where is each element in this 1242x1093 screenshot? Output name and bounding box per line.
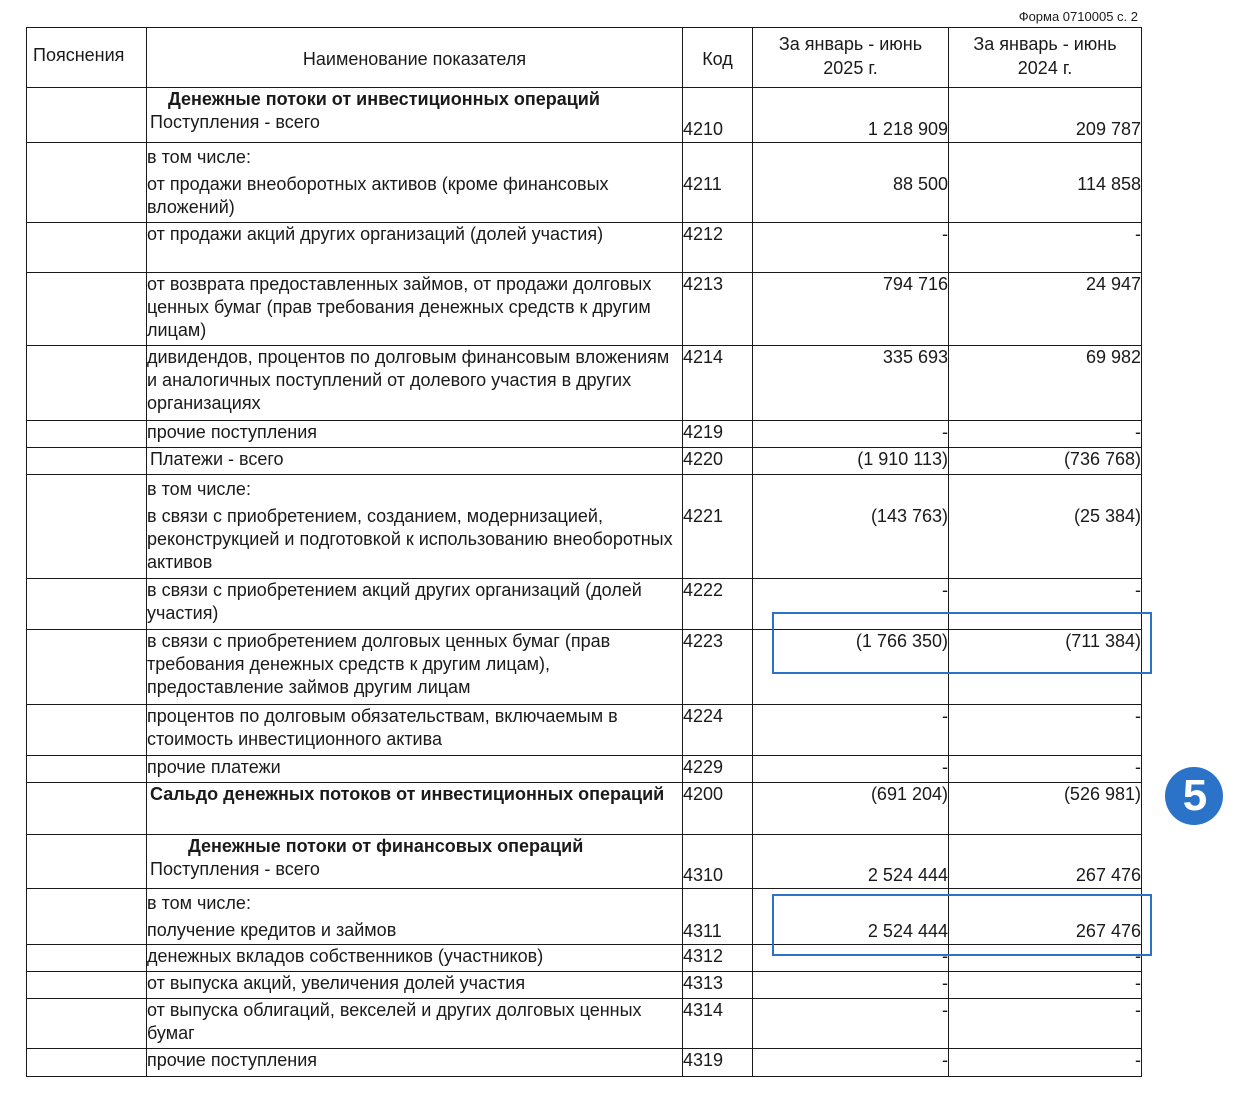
indicator-name: прочие поступления: [147, 421, 683, 448]
indicator-code: 4229: [683, 756, 753, 783]
value-2024: 69 982: [949, 346, 1142, 421]
badge-label: 5: [1182, 771, 1208, 820]
table-row: [27, 88, 1142, 143]
number-badge-icon: [1162, 764, 1226, 828]
value-2025: 335 693: [753, 346, 949, 421]
table-row: [27, 1049, 1142, 1077]
form-number-label: Форма 0710005 с. 2: [1018, 9, 1138, 24]
notes-cell: [27, 448, 147, 475]
indicator-name: Денежные потоки от инвестиционных операций Поступления - всего: [147, 88, 683, 143]
value-2024: (25 384): [949, 475, 1142, 579]
value-2025: (691 204): [753, 783, 949, 835]
indicator-code: 4211: [683, 143, 753, 223]
header-notes: Пояснения: [27, 28, 147, 88]
value-2024: -: [949, 999, 1142, 1049]
table-row: [27, 448, 1142, 475]
indicator-name: Сальдо денежных потоков от инвестиционных операций: [147, 783, 683, 835]
notes-cell: [27, 945, 147, 972]
indicator-name: в связи с приобретением долговых ценных бумаг (прав требования денежных средств к другим лицам), предоставление займов другим лицам: [147, 630, 683, 705]
value-2024: (736 768): [949, 448, 1142, 475]
value-2025: 794 716: [753, 273, 949, 346]
notes-cell: [27, 579, 147, 630]
indicator-name: от продажи акций других организаций (долей участия): [147, 223, 683, 273]
notes-cell: [27, 421, 147, 448]
indicator-name: в том числе: в связи с приобретением, созданием, модернизацией, реконструкцией и подготовкой к использованию внеоборотных активов: [147, 475, 683, 579]
notes-cell: [27, 143, 147, 223]
table-row: [27, 223, 1142, 273]
indicator-code: 4223: [683, 630, 753, 705]
indicator-code: 4310: [683, 835, 753, 889]
indicator-code: 4221: [683, 475, 753, 579]
value-2025: -: [753, 579, 949, 630]
header-code: Код: [683, 28, 753, 88]
table-row: [27, 999, 1142, 1049]
notes-cell: [27, 705, 147, 756]
indicator-code: 4224: [683, 705, 753, 756]
indicator-code: 4222: [683, 579, 753, 630]
value-2024: -: [949, 756, 1142, 783]
notes-cell: [27, 972, 147, 999]
header-period-2025: За январь - июнь 2025 г.: [753, 28, 949, 88]
indicator-code: 4200: [683, 783, 753, 835]
indicator-code: 4219: [683, 421, 753, 448]
value-2024: -: [949, 972, 1142, 999]
indicator-code: 4214: [683, 346, 753, 421]
value-2025: 1 218 909: [753, 88, 949, 143]
indicator-name: от выпуска акций, увеличения долей участия: [147, 972, 683, 999]
indicator-code: 4319: [683, 1049, 753, 1077]
notes-cell: [27, 475, 147, 579]
notes-cell: [27, 1049, 147, 1077]
value-2025: 88 500: [753, 143, 949, 223]
value-2024: 114 858: [949, 143, 1142, 223]
table-row: [27, 705, 1142, 756]
indicator-code: 4213: [683, 273, 753, 346]
value-2024: 267 476: [949, 889, 1142, 945]
indicator-name: Платежи - всего: [147, 448, 683, 475]
value-2025: -: [753, 945, 949, 972]
value-2025: 2 524 444: [753, 889, 949, 945]
value-2025: (143 763): [753, 475, 949, 579]
indicator-code: 4311: [683, 889, 753, 945]
indicator-code: 4210: [683, 88, 753, 143]
value-2024: (526 981): [949, 783, 1142, 835]
notes-cell: [27, 999, 147, 1049]
indicator-name: в связи с приобретением акций других организаций (долей участия): [147, 579, 683, 630]
value-2025: (1 766 350): [753, 630, 949, 705]
section-title: Денежные потоки от финансовых операций: [188, 836, 584, 856]
table-header-row: [27, 28, 1142, 88]
table-row: [27, 143, 1142, 223]
value-2024: -: [949, 421, 1142, 448]
indicator-code: 4312: [683, 945, 753, 972]
table-row: [27, 421, 1142, 448]
indicator-code: 4220: [683, 448, 753, 475]
value-2025: -: [753, 1049, 949, 1077]
table-row: [27, 972, 1142, 999]
indicator-name: процентов по долговым обязательствам, включаемым в стоимость инвестиционного актива: [147, 705, 683, 756]
notes-cell: [27, 223, 147, 273]
header-period-2024: За январь - июнь 2024 г.: [949, 28, 1142, 88]
value-2025: -: [753, 705, 949, 756]
value-2024: 209 787: [949, 88, 1142, 143]
value-2024: (711 384): [949, 630, 1142, 705]
value-2024: 267 476: [949, 835, 1142, 889]
table-row: [27, 475, 1142, 579]
value-2025: -: [753, 421, 949, 448]
notes-cell: [27, 630, 147, 705]
indicator-code: 4313: [683, 972, 753, 999]
indicator-name: прочие поступления: [147, 1049, 683, 1077]
table-row: [27, 783, 1142, 835]
indicator-name: от выпуска облигаций, векселей и других долговых ценных бумаг: [147, 999, 683, 1049]
value-2025: (1 910 113): [753, 448, 949, 475]
notes-cell: [27, 835, 147, 889]
indicator-name: Денежные потоки от финансовых операций Поступления - всего: [147, 835, 683, 889]
indicator-name: в том числе: получение кредитов и займов: [147, 889, 683, 945]
indicator-name: от возврата предоставленных займов, от продажи долговых ценных бумаг (прав требования денежных средств к другим лицам): [147, 273, 683, 346]
value-2024: 24 947: [949, 273, 1142, 346]
value-2024: -: [949, 705, 1142, 756]
notes-cell: [27, 273, 147, 346]
indicator-name: в том числе: от продажи внеоборотных активов (кроме финансовых вложений): [147, 143, 683, 223]
value-2025: -: [753, 999, 949, 1049]
notes-cell: [27, 783, 147, 835]
table-row: [27, 835, 1142, 889]
indicator-code: 4314: [683, 999, 753, 1049]
value-2024: -: [949, 579, 1142, 630]
value-2024: -: [949, 945, 1142, 972]
highlight-box-4311: [772, 894, 1152, 956]
table-row: [27, 346, 1142, 421]
value-2025: -: [753, 972, 949, 999]
value-2024: -: [949, 223, 1142, 273]
highlight-box-4223: [772, 612, 1152, 674]
value-2024: -: [949, 1049, 1142, 1077]
indicator-name: прочие платежи: [147, 756, 683, 783]
section-title: Денежные потоки от инвестиционных операций: [168, 89, 600, 109]
indicator-name: дивидендов, процентов по долговым финансовым вложениям и аналогичных поступлений от долевого участия в других организациях: [147, 346, 683, 421]
table-row: [27, 756, 1142, 783]
value-2025: -: [753, 756, 949, 783]
notes-cell: [27, 88, 147, 143]
notes-cell: [27, 889, 147, 945]
value-2025: -: [753, 223, 949, 273]
value-2025: 2 524 444: [753, 835, 949, 889]
notes-cell: [27, 346, 147, 421]
indicator-code: 4212: [683, 223, 753, 273]
header-indicator-name: Наименование показателя: [147, 28, 683, 88]
table-row: [27, 273, 1142, 346]
notes-cell: [27, 756, 147, 783]
indicator-name: денежных вкладов собственников (участников): [147, 945, 683, 972]
